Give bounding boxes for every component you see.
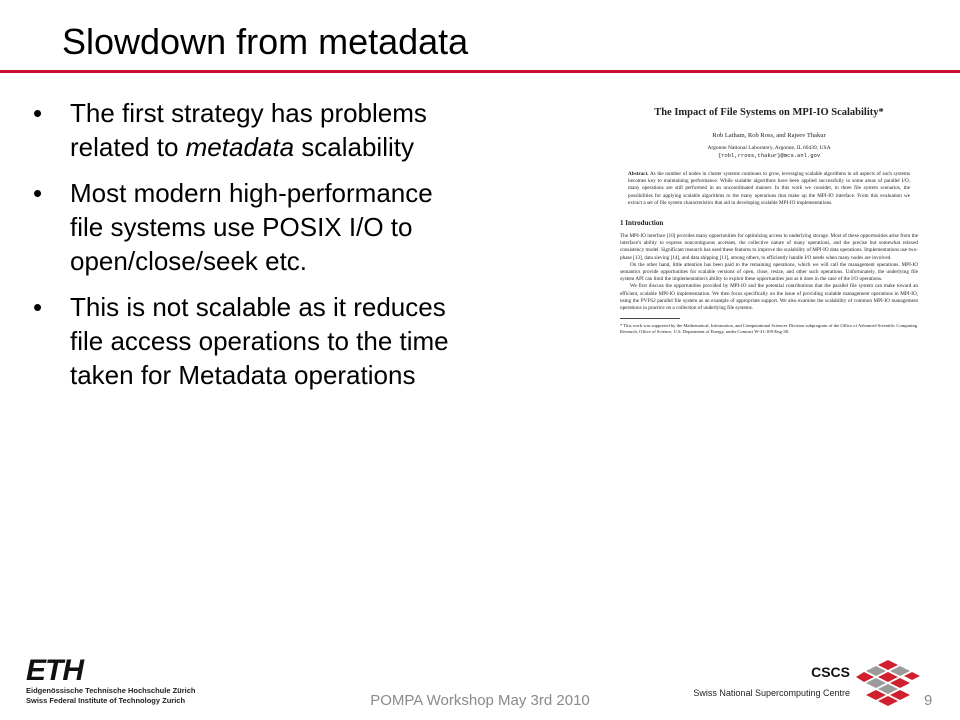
bullet-text-part: scalability [294,132,414,162]
slide-title: Slowdown from metadata [62,21,469,62]
paper-body [620,233,918,312]
paper-paragraph: The MPI-IO interface [10] provides many opportunities for optimizing access to underlying storage. Most of these opportunities arise from the interface's ability to express noncontiguous accesses, the collective nature of many operations, and the precise but somewhat relaxed consistency model. Significant research has used these features to improve the scalability of MPI-IO data operations. Implementations use two-phase [13], data sieving [14], and data shipping [11], among others, to efficiently handle I/O needs when many nodes are involved. [620,233,918,261]
paper-authors: Rob Latham, Rob Ross, and Rajeev Thakur [712,132,826,139]
title-divider [0,70,960,73]
paper-paragraph: On the other hand, little attention has been paid to the remaining operations, which we will call the management operations. MPI-IO semantics provide opportunities for scalable versions of open, close, resize, and other such operations. Unfortunately, the underlying file system API can limit the implementation's ability to exploit these opportunities just as it does in the case of the I/O operations. [620,261,918,283]
paper-footnote: * This work was supported by the Mathematical, Information, and Computational Sciences Division subprogram of the Office of Advanced Scientific Computing Research, Office of Science, U.S. Department of Energy, under Contract W-31-109-Eng-38. [620,323,918,335]
bullet-text-part: The first strategy has problems related to [70,98,427,162]
paper-affiliation-line: Argonne National Laboratory, Argonne, IL 60439, USA [707,145,831,151]
bullet-marker: • [33,178,43,208]
bullet-text-emphasis: metadata [185,132,295,162]
paper-thumbnail [610,96,928,498]
paper-title: The Impact of File Systems on MPI-IO Scalability* [654,107,884,118]
bullet-item [0,290,470,392]
cscs-full-name: Swiss National Supercomputing Centre [693,688,850,698]
paper-abstract-label: Abstract. [628,171,649,177]
cscs-wordmark: CSCS [811,664,850,680]
bullet-list [0,96,480,404]
paper-footnote-divider [620,318,680,319]
bullet-item [0,176,470,278]
bullet-marker: • [33,98,43,128]
bullet-text: Most modern high-performance file systems use POSIX I/O to open/close/seek etc. [70,178,433,276]
paper-abstract-text: As the number of nodes in cluster systems continues to grow, leveraging scalable algorithms in all aspects of such systems becomes key to maintaining performance. While scalable algorithms have been applied successfully in some areas of parallel I/O, many operations are still performed in an uncoordinated manner. In this work we consider, in three file system scenarios, the possibilities for applying scalable algorithms to the many operations that make up the MPI-IO interface. From this evaluation we extract a set of file system characteristics that aid in developing scalable MPI-IO implementations. [628,171,910,206]
paper-section-heading: 1 Introduction [620,219,664,228]
bullet-marker: • [33,292,43,322]
cscs-logo [693,656,920,712]
page-number: 9 [924,692,933,709]
cscs-cube-icon [856,656,920,712]
bullet-text: This is not scalable as it reduces file access operations to the time taken for Metadata operations [70,292,449,390]
bullet-item [0,96,470,164]
cscs-cube-cluster [856,660,920,706]
eth-wordmark: ETH [26,654,83,687]
paper-emails: {robl,rross,thakur}@mcs.anl.gov [717,152,821,159]
paper-paragraph: We first discuss the opportunities provided by MPI-IO and the potential contributions that the parallel file system can make toward an efficient, scalable MPI-IO implementation. We then focus specifically on the issue of providing scalable management operations in MPI-IO, using the PVFS2 parallel file system as an example of appropriate support. We also examine the scalability of common MPI-IO management operations in practice on a collection of underlying file systems. [620,283,918,312]
eth-name-german: Eidgenössische Technische Hochschule Zürich [26,686,196,695]
paper-affiliation [610,145,928,159]
footer-event-text: POMPA Workshop May 3rd 2010 [370,692,590,709]
paper-abstract [628,171,910,207]
eth-name-english: Swiss Federal Institute of Technology Zurich [26,696,186,705]
